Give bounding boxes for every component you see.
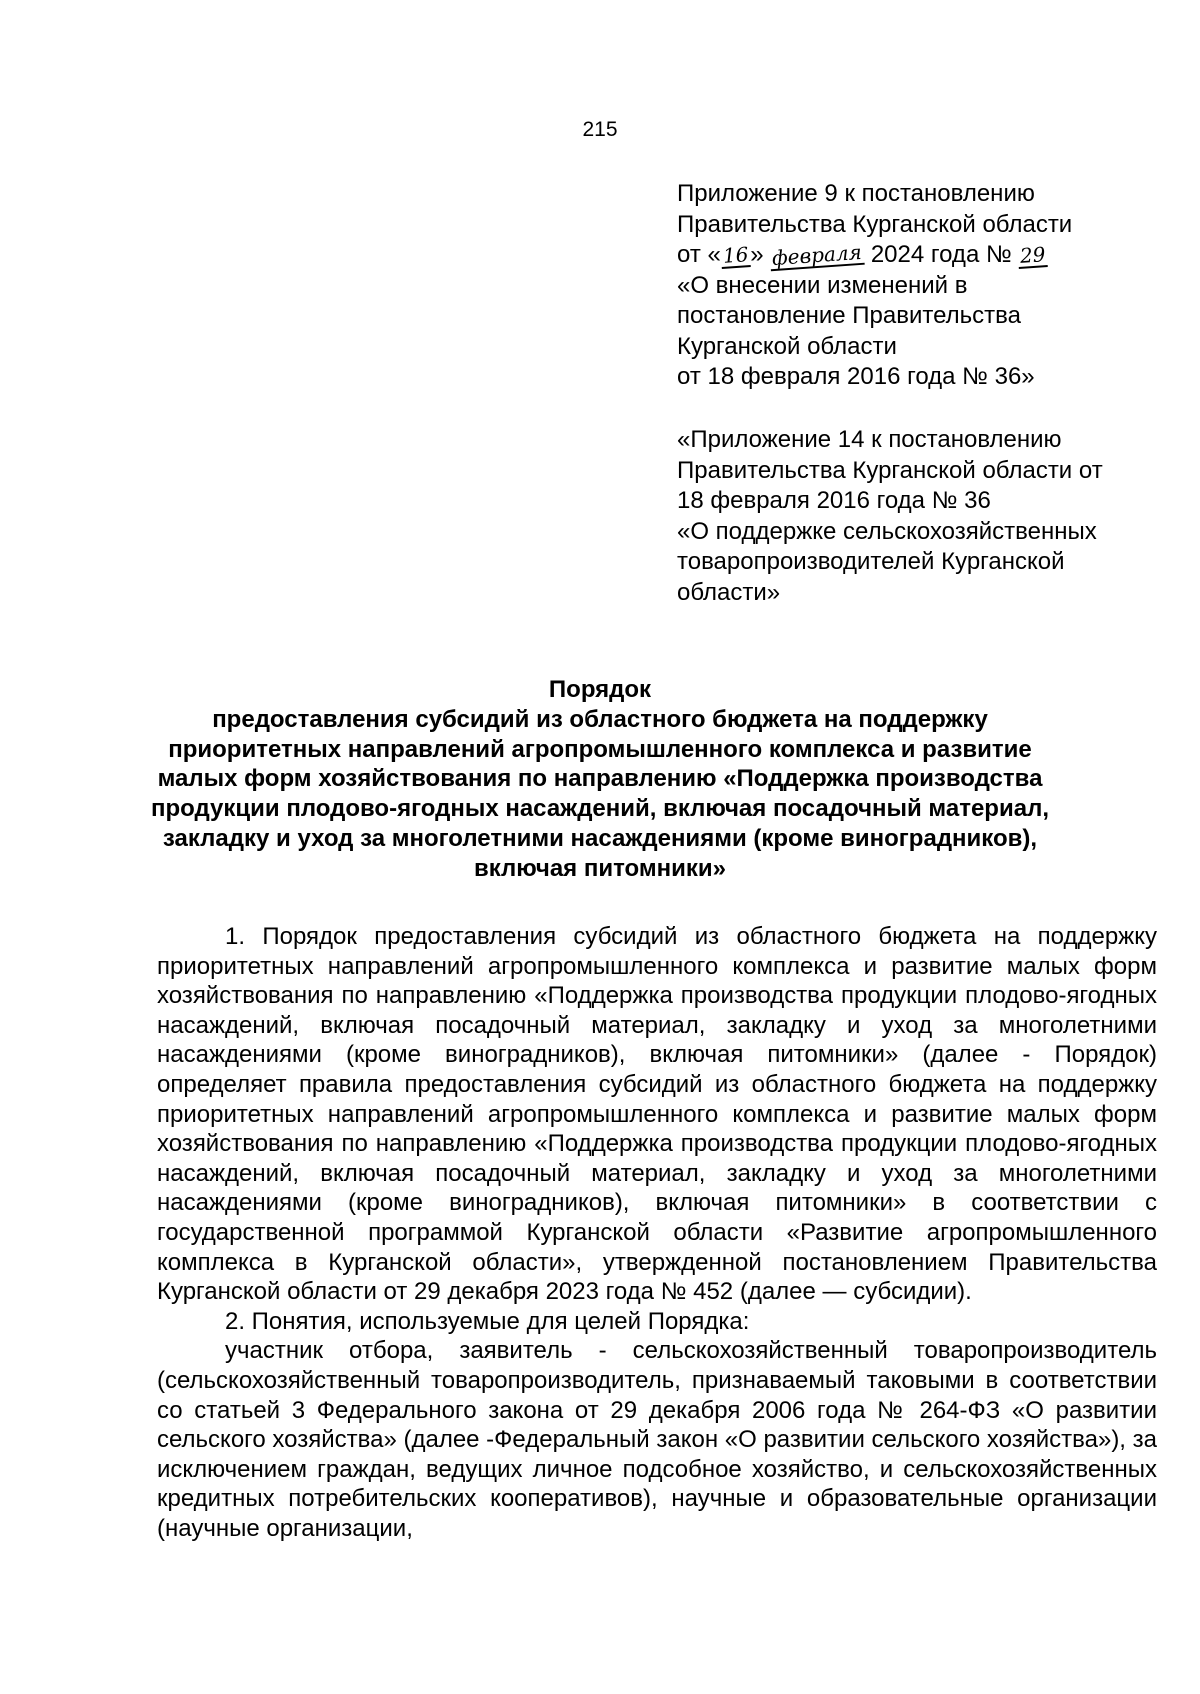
handwritten-number: 29 — [1018, 243, 1049, 269]
appendix-9-header — [677, 179, 1157, 393]
title-line-3: приоритетных направлений агропромышленного комплекса и развитие — [168, 735, 1032, 763]
page-number: 215 — [582, 118, 618, 141]
appendix-9-line-5: постановление Правительства — [677, 302, 1021, 329]
document-title — [150, 675, 1050, 884]
year-text: 2024 года № — [870, 241, 1012, 268]
appendix-9-line-4: «О внесении изменений в — [677, 271, 968, 299]
appendix-14-line-2: Правительства Курганской области от — [677, 456, 1103, 484]
paragraph-1: 1. Порядок предоставления субсидий из областного бюджета на поддержку приоритетных направлений агропромышленного комплекса и развитие малых форм хозяйствования по направлению «Поддержка производства продукции плодово-ягодных насаждений, включая посадочный материал, закладку и уход за многолетними насаждениями (кроме виноградников), включая питомники» (далее - Порядок) определяет правила предоставления субсидий из областного бюджета на поддержку приоритетных направлений агропромышленного комплекса и развитие малых форм хозяйствования по направлению «Поддержка производства продукции плодово-ягодных насаждений, включая посадочный материал, закладку и уход за многолетними насаждениями (кроме виноградников), включая питомники» в соответствии с государственной программой Курганской области «Развитие агропромышленного комплекса в Курганской области», утвержденной постановлением Правительства Курганской области от 29 декабря 2023 года № 452 (далее — субсидии). — [157, 923, 1157, 1306]
title-line-1: Порядок — [548, 676, 652, 703]
handwritten-month: февраля — [770, 241, 865, 271]
document-body — [157, 922, 1157, 1543]
appendix-9-line-6: Курганской области — [677, 332, 897, 360]
appendix-14-line-1: «Приложение 14 к постановлению — [677, 426, 1062, 453]
paragraph-3: участник отбора, заявитель - сельскохозяйственный товаропроизводитель (сельскохозяйственный товаропроизводитель, признаваемый таковыми в соответствии со статьей 3 Федерального закона от 29 декабря 2006 года № 264-ФЗ «О развитии сельского хозяйства» (далее -Федеральный закон «О развитии сельского хозяйства»), за исключением граждан, ведущих личное подсобное хозяйство, и сельскохозяйственных кредитных потребительских кооперативов), научные и образовательные организации (научные организации, — [157, 1337, 1157, 1542]
appendix-14-header — [677, 425, 1157, 608]
date-prefix: от « — [677, 241, 721, 268]
title-line-4: малых форм хозяйствования по направлению «Поддержка производства — [157, 765, 1043, 793]
appendix-9-line-1: Приложение 9 к постановлению — [677, 180, 1035, 207]
appendix-9-date-line — [677, 240, 1157, 271]
appendix-14-line-6: области» — [677, 578, 781, 606]
quote-close: » — [750, 241, 764, 268]
appendix-9-line-7: от 18 февраля 2016 года № 36» — [677, 363, 1035, 390]
title-line-2: предоставления субсидий из областного бюджета на поддержку — [212, 705, 988, 733]
title-line-6: закладку и уход за многолетними насаждениями (кроме виноградников), — [162, 824, 1038, 852]
paragraph-2: 2. Понятия, используемые для целей Порядка: — [225, 1307, 750, 1335]
appendix-14-line-5: товаропроизводителей Курганской — [677, 548, 1065, 575]
appendix-14-line-4: «О поддержке сельскохозяйственных — [677, 517, 1097, 545]
title-line-7: включая питомники» — [474, 854, 726, 882]
title-line-5: продукции плодово-ягодных насаждений, включая посадочный материал, — [151, 795, 1049, 823]
handwritten-day: 16 — [720, 243, 751, 269]
appendix-14-line-3: 18 февраля 2016 года № 36 — [677, 487, 991, 514]
appendix-9-line-2: Правительства Курганской области — [677, 210, 1073, 238]
